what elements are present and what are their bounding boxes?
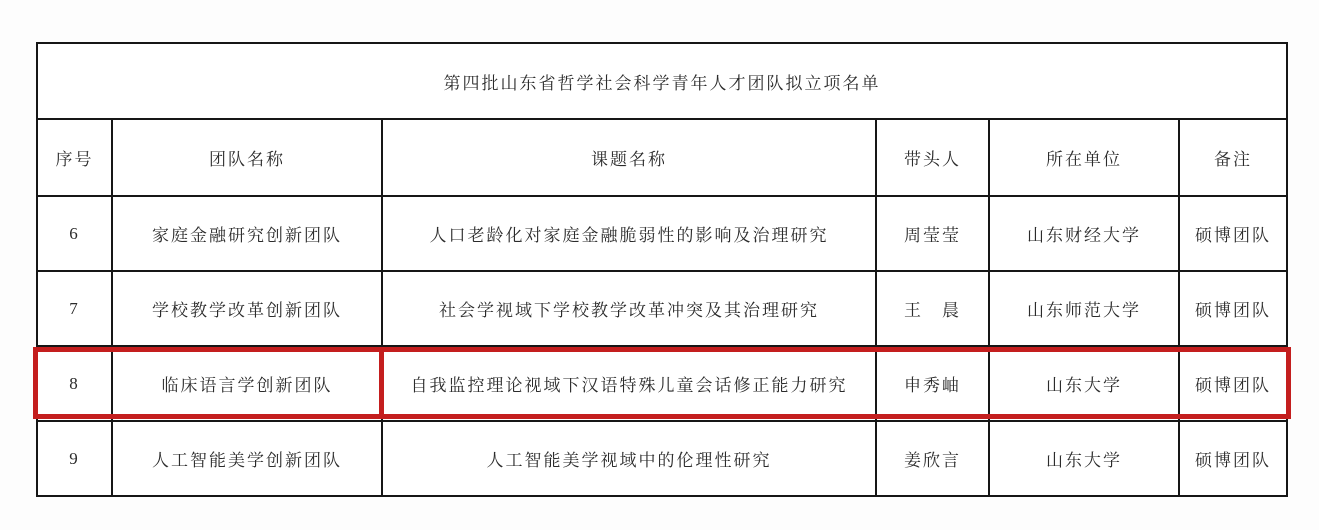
cell-leader: 周莹莹 — [876, 196, 989, 271]
cell-topic: 社会学视域下学校教学改革冲突及其治理研究 — [382, 271, 876, 346]
column-header-team: 团队名称 — [112, 119, 382, 196]
cell-note: 硕博团队 — [1179, 346, 1287, 421]
table-title: 第四批山东省哲学社会科学青年人才团队拟立项名单 — [37, 43, 1287, 119]
table-header-row — [37, 119, 1287, 196]
cell-leader: 王 晨 — [876, 271, 989, 346]
column-header-unit: 所在单位 — [989, 119, 1179, 196]
cell-no: 6 — [37, 196, 112, 271]
cell-leader: 申秀岫 — [876, 346, 989, 421]
cell-topic: 自我监控理论视域下汉语特殊儿童会话修正能力研究 — [382, 346, 876, 421]
column-header-note: 备注 — [1179, 119, 1287, 196]
column-header-no: 序号 — [37, 119, 112, 196]
cell-topic: 人口老龄化对家庭金融脆弱性的影响及治理研究 — [382, 196, 876, 271]
cell-topic: 人工智能美学视域中的伦理性研究 — [382, 421, 876, 496]
cell-unit: 山东大学 — [989, 421, 1179, 496]
table-row — [37, 271, 1287, 346]
cell-team: 学校教学改革创新团队 — [112, 271, 382, 346]
table-row — [37, 421, 1287, 496]
table-title-row — [37, 43, 1287, 119]
project-list-table — [36, 42, 1288, 497]
cell-note: 硕博团队 — [1179, 271, 1287, 346]
cell-no: 8 — [37, 346, 112, 421]
table-row-highlighted — [37, 346, 1287, 421]
table-row — [37, 196, 1287, 271]
column-header-leader: 带头人 — [876, 119, 989, 196]
cell-no: 9 — [37, 421, 112, 496]
cell-team: 临床语言学创新团队 — [112, 346, 382, 421]
cell-unit: 山东财经大学 — [989, 196, 1179, 271]
cell-unit: 山东师范大学 — [989, 271, 1179, 346]
cell-unit: 山东大学 — [989, 346, 1179, 421]
column-header-topic: 课题名称 — [382, 119, 876, 196]
cell-team: 家庭金融研究创新团队 — [112, 196, 382, 271]
cell-note: 硕博团队 — [1179, 421, 1287, 496]
cell-team: 人工智能美学创新团队 — [112, 421, 382, 496]
cell-leader: 姜欣言 — [876, 421, 989, 496]
cell-note: 硕博团队 — [1179, 196, 1287, 271]
cell-no: 7 — [37, 271, 112, 346]
